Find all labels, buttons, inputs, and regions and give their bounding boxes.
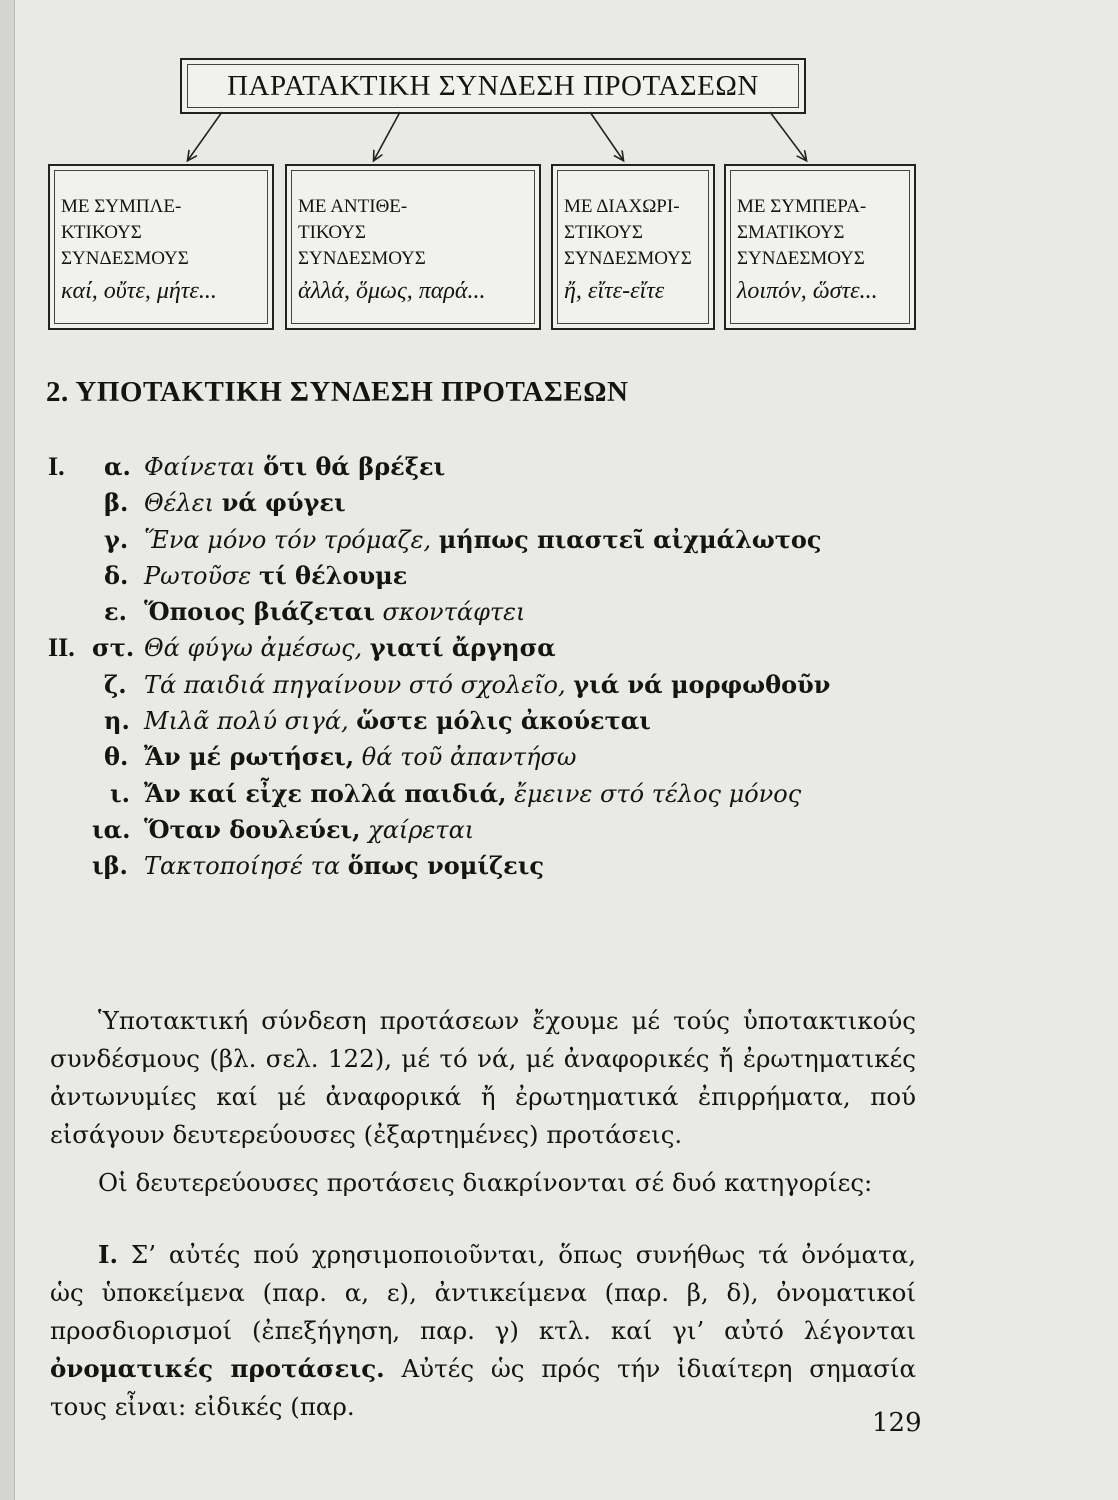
disjunctive-conjunctions-box <box>551 164 715 330</box>
group-numeral: II. <box>48 633 75 663</box>
examples-list <box>48 452 831 888</box>
box-label-line: ΚΤΙΚΟΥΣ <box>61 222 142 243</box>
example-row <box>48 633 808 669</box>
diagram-arrows <box>0 0 1118 170</box>
example-sentence: Τά παιδιά πηγαίνουν στό σχολεῖο, γιά νά μορφωθοῦν <box>144 669 831 699</box>
example-row <box>48 488 808 524</box>
arrow-to-box-2 <box>374 112 400 160</box>
example-row <box>48 779 808 815</box>
box-examples: καί, οὔτε, μήτε... <box>61 278 217 304</box>
example-label: ζ. <box>104 669 127 699</box>
box-label-line: ΤΙΚΟΥΣ <box>298 222 366 243</box>
box-examples: ἀλλά, ὅμως, παρά... <box>298 278 486 304</box>
paragraph-nominal-clauses: I. Σ’ αὐτές πού χρησιμοποιοῦνται, ὅπως συνήθως τά ὀνόματα, ὡς ὑποκείμενα (παρ. α, ε), ἀντικείμενα (παρ. β, δ), ὀνοματικοί προσδιορισμοί (ἐπεξήγηση, παρ. γ) κτλ. καί γι’ αὐτό λέγονται ὀνοματικές προτάσεις. Αὐτές ὡς πρός τήν ἰδιαίτερη σημασία τους εἶναι: εἰδικές (παρ. <box>50 1240 916 1421</box>
example-sentence: Μιλᾶ πολύ σιγά, ὥστε μόλις ἀκούεται <box>144 706 651 736</box>
arrow-to-box-4 <box>770 112 806 160</box>
example-label: γ. <box>104 524 129 554</box>
diagram-title: ΠΑΡΑΤΑΚΤΙΚΗ ΣΥΝΔΕΣΗ ΠΡΟΤΑΣΕΩΝ <box>180 58 806 114</box>
box-label-line: ΣΥΝΔΕΣΜΟΥΣ <box>564 248 692 269</box>
example-row <box>48 452 808 488</box>
example-label: ε. <box>104 597 127 627</box>
example-sentence: Θέλει νά φύγει <box>144 488 346 518</box>
example-row <box>48 524 822 561</box>
example-row <box>48 742 808 778</box>
example-sentence: Ὅταν δουλεύει, χαίρεται <box>144 814 475 844</box>
example-sentence: Τακτοποίησέ τα ὅπως νομίζεις <box>144 851 544 881</box>
arrow-to-box-1 <box>188 112 222 160</box>
example-sentence: Ρωτοῦσε τί θέλουμε <box>144 560 408 590</box>
box-label-line: ΜΕ ΑΝΤΙΘΕ- <box>298 196 408 217</box>
example-row <box>48 706 808 742</box>
box-label-line: ΣΥΝΔΕΣΜΟΥΣ <box>737 248 865 269</box>
example-sentence: Ἄν καί εἶχε πολλά παιδιά, ἔμεινε στό τέλος μόνος <box>144 778 802 808</box>
adversative-conjunctions-box <box>285 164 541 330</box>
example-row <box>48 597 808 633</box>
example-row <box>48 851 808 887</box>
box-examples: λοιπόν, ὥστε... <box>737 278 878 304</box>
box-examples: ἤ, εἴτε-εἴτε <box>564 278 665 304</box>
example-sentence: Ὅποιος βιάζεται σκοντάφτει <box>144 597 526 627</box>
box-label-line: ΜΕ ΣΥΜΠΛΕ- <box>61 196 182 217</box>
copulative-conjunctions-box <box>48 164 274 330</box>
box-label-line: ΣΥΝΔΕΣΜΟΥΣ <box>61 248 189 269</box>
example-label: η. <box>104 706 130 736</box>
example-label: α. <box>104 452 131 481</box>
box-label-line: ΣΥΝΔΕΣΜΟΥΣ <box>298 248 426 269</box>
box-label-line: ΜΕ ΔΙΑΧΩΡΙ- <box>564 196 680 217</box>
example-row <box>48 561 808 597</box>
example-row <box>48 815 808 851</box>
example-label: δ. <box>104 560 129 590</box>
box-label-line: ΜΕ ΣΥΜΠΕΡΑ- <box>737 196 867 217</box>
box-label-line: ΣΜΑΤΙΚΟΥΣ <box>737 222 845 243</box>
example-label: ι. <box>110 778 130 808</box>
example-sentence: Ἕνα μόνο τόν τρόμαζε, μήπως πιαστεῖ αἰχμάλωτος <box>144 524 822 554</box>
box-label-line: ΣΤΙΚΟΥΣ <box>564 222 643 243</box>
example-label: θ. <box>104 742 129 772</box>
paragraph-categories: Οἱ δευτερεύουσες προτάσεις διακρίνονται σέ δυό κατηγορίες: <box>98 1168 873 1197</box>
page-number: 129 <box>872 1408 922 1438</box>
section-title: 2. ΥΠΟΤΑΚΤΙΚΗ ΣΥΝΔΕΣΗ ΠΡΟΤΑΣΕΩΝ <box>46 376 629 408</box>
page-edge <box>0 0 15 1500</box>
example-sentence: Θά φύγω ἀμέσως, γιατί ἄργησα <box>144 633 556 663</box>
example-label: β. <box>104 488 129 518</box>
paragraph-subordinate-definition: Ὑποτακτική σύνδεση προτάσεων ἔχουμε μέ τούς ὑποτακτικούς συνδέσμους (βλ. σελ. 122), μέ τό νά, μέ ἀναφορικές ἤ ἐρωτηματικές ἀντωνυμίες καί μέ ἀναφορικά ἤ ἐρωτηματικά ἐπιρρήματα, πού εἰσάγουν δευτερεύουσες (ἐξαρτημένες) προτάσεις. <box>50 1006 916 1149</box>
conclusive-conjunctions-box <box>724 164 916 330</box>
group-numeral: I. <box>48 452 65 481</box>
arrow-to-box-3 <box>590 112 623 160</box>
example-sentence: Ἄν μέ ρωτήσει, θά τοῦ ἀπαντήσω <box>144 742 577 772</box>
example-sentence: Φαίνεται ὅτι θά βρέξει <box>144 452 446 481</box>
example-label: ιβ. <box>92 851 128 881</box>
example-label: στ. <box>92 633 135 663</box>
example-label: ια. <box>92 814 131 844</box>
example-row <box>48 669 831 706</box>
